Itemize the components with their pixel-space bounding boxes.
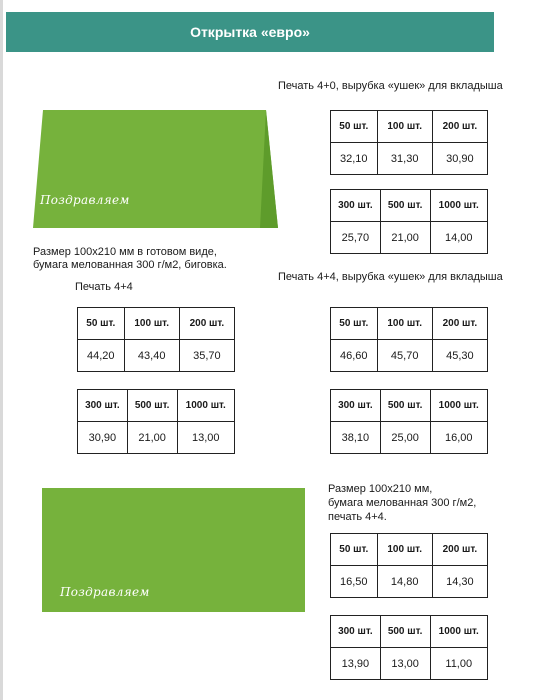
left-description-line: Размер 100х210 мм в готовом виде, <box>33 246 217 258</box>
price-cell: 30,90 <box>78 422 128 454</box>
price-table <box>330 533 488 598</box>
qty-header: 1000 шт. <box>430 190 488 222</box>
price-table <box>330 110 488 175</box>
qty-header: 1000 шт. <box>177 390 235 422</box>
qty-header: 300 шт. <box>331 190 381 222</box>
price-cell: 31,30 <box>377 143 432 175</box>
qty-header: 300 шт. <box>78 390 128 422</box>
price-cell: 25,70 <box>331 222 381 254</box>
left-print-label: Печать 4+4 <box>75 281 133 293</box>
section3-description-line: бумага мелованная 300 г/м2, <box>328 497 477 509</box>
qty-header: 300 шт. <box>331 616 381 648</box>
qty-header: 50 шт. <box>331 111 378 143</box>
qty-header: 1000 шт. <box>430 390 488 422</box>
qty-header: 200 шт. <box>179 308 234 340</box>
price-cell: 21,00 <box>127 422 177 454</box>
price-cell: 21,00 <box>380 222 430 254</box>
price-cell: 14,30 <box>432 566 487 598</box>
price-cell: 14,00 <box>430 222 488 254</box>
price-table <box>77 389 235 454</box>
section-title-print-4-0: Печать 4+0, вырубка «ушек» для вкладыша <box>278 80 503 92</box>
qty-header: 200 шт. <box>432 534 487 566</box>
page-title-text: Открытка «евро» <box>190 24 310 40</box>
price-cell: 30,90 <box>432 143 487 175</box>
price-cell: 45,70 <box>377 340 432 372</box>
qty-header: 500 шт. <box>380 390 430 422</box>
qty-header: 50 шт. <box>78 308 125 340</box>
price-cell: 16,00 <box>430 422 488 454</box>
price-table <box>330 615 488 680</box>
price-cell: 32,10 <box>331 143 378 175</box>
price-cell: 13,00 <box>380 648 430 680</box>
price-cell: 14,80 <box>377 566 432 598</box>
price-cell: 25,00 <box>380 422 430 454</box>
qty-header: 100 шт. <box>377 534 432 566</box>
price-cell: 16,50 <box>331 566 378 598</box>
qty-header: 50 шт. <box>331 534 378 566</box>
price-cell: 13,00 <box>177 422 235 454</box>
qty-header: 50 шт. <box>331 308 378 340</box>
qty-header: 100 шт. <box>124 308 179 340</box>
section3-description-line: Размер 100х210 мм, <box>328 483 433 495</box>
qty-header: 200 шт. <box>432 308 487 340</box>
price-cell: 44,20 <box>78 340 125 372</box>
price-table <box>330 189 488 254</box>
left-description-line: бумага мелованная 300 г/м2, биговка. <box>33 259 227 271</box>
qty-header: 200 шт. <box>432 111 487 143</box>
price-table <box>330 307 488 372</box>
price-cell: 35,70 <box>179 340 234 372</box>
price-cell: 45,30 <box>432 340 487 372</box>
price-table <box>77 307 235 372</box>
qty-header: 100 шт. <box>377 111 432 143</box>
qty-header: 500 шт. <box>380 190 430 222</box>
price-cell: 11,00 <box>430 648 488 680</box>
price-cell: 46,60 <box>331 340 378 372</box>
folded-card-image <box>33 108 278 228</box>
qty-header: 500 шт. <box>127 390 177 422</box>
qty-header: 500 шт. <box>380 616 430 648</box>
section3-description-line: печать 4+4. <box>328 511 387 523</box>
page-title <box>6 12 494 52</box>
price-table <box>330 389 488 454</box>
card-greeting-script: Поздравляем <box>40 193 130 207</box>
qty-header: 100 шт. <box>377 308 432 340</box>
price-cell: 43,40 <box>124 340 179 372</box>
page-left-border <box>0 0 3 700</box>
price-cell: 13,90 <box>331 648 381 680</box>
qty-header: 300 шт. <box>331 390 381 422</box>
qty-header: 1000 шт. <box>430 616 488 648</box>
price-cell: 38,10 <box>331 422 381 454</box>
section-title-print-4-4: Печать 4+4, вырубка «ушек» для вкладыша <box>278 271 503 283</box>
flat-card-greeting-script: Поздравляем <box>60 585 150 599</box>
